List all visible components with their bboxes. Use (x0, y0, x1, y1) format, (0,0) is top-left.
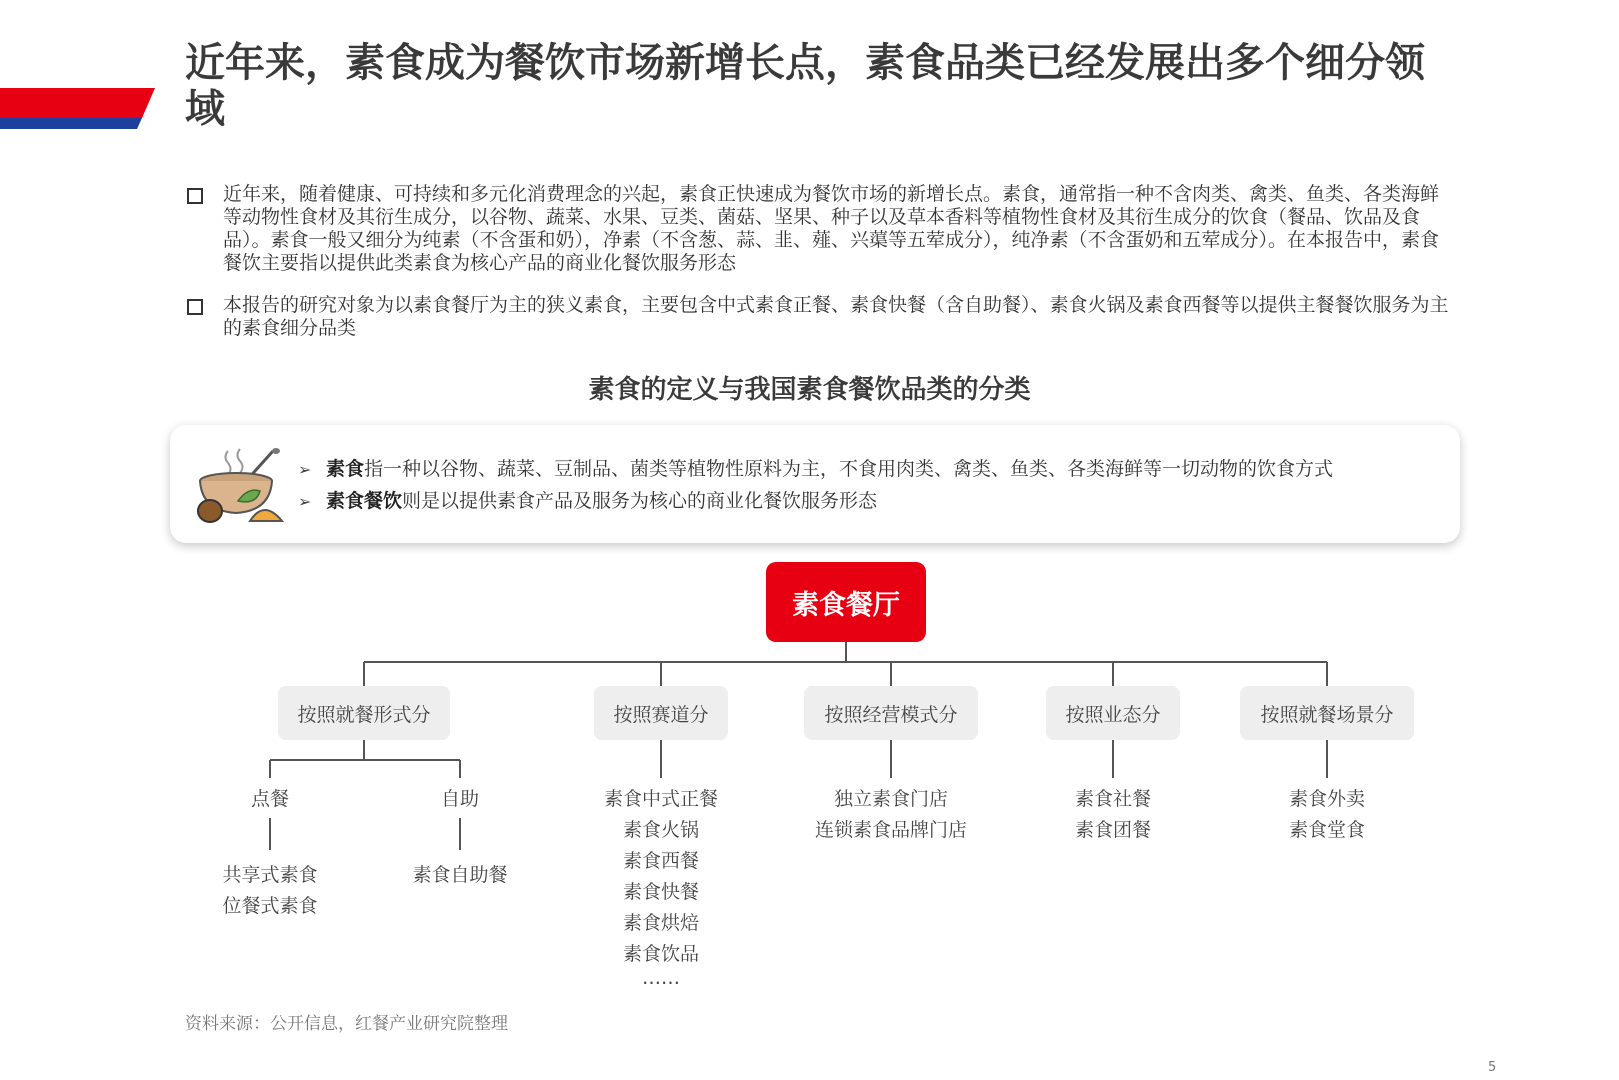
page-number: 5 (1488, 1060, 1497, 1075)
category-node-track: 按照赛道分 (594, 686, 728, 740)
leaf-item: 素食中式正餐 (603, 788, 719, 810)
leaf-item: 共享式素食 (222, 864, 318, 886)
leaf-item: 独立素食门店 (833, 788, 949, 810)
bullet-text: 近年来，随着健康、可持续和多元化消费理念的兴起，素食正快速成为餐饮市场的新增长点。素食，通常指一种不含肉类、禽类、鱼类、各类海鲜等动物性食材及其衍生成分，以谷物、蔬菜、水果、豆类、菌菇、坚果、种子以及草本香料等植物性食材及其衍生成分的饮食（餐品、饮品及食品）。素食一般又细分为纯素（不含蛋和奶），净素（不含葱、蒜、韭、薤、兴蕖等五荤成分），纯净素（不含蛋奶和五荤成分）。在本报告中，素食餐饮主要指以提供此类素食为核心产品的商业化餐饮服务形态 (223, 183, 1440, 274)
leaf-item: 位餐式素食 (222, 895, 318, 917)
definition-text: 指一种以谷物、蔬菜、豆制品、菌类等植物性原料为主，不食用肉类、禽类、鱼类、各类海鲜等一切动物的饮食方式 (364, 458, 1334, 480)
leaf-item: 素食饮品 (622, 943, 700, 965)
leaf-item: 素食烘焙 (622, 912, 700, 934)
category-node-format: 按照业态分 (1046, 686, 1180, 740)
category-node-scenario: 按照就餐场景分 (1240, 686, 1414, 740)
leaf-item: 素食外卖 (1288, 788, 1366, 810)
category-node-business-model: 按照经营模式分 (804, 686, 978, 740)
category-node-dining-format: 按照就餐形式分 (278, 686, 450, 740)
leaf-item-ellipsis: …… (642, 967, 680, 989)
source-note: 资料来源：公开信息，红餐产业研究院整理 (185, 1014, 508, 1034)
arrow-right-icon: ➢ (298, 460, 312, 479)
leaf-item: 素食火锅 (622, 819, 700, 841)
leaf-item: 素食快餐 (622, 881, 700, 903)
leaf-item: 素食团餐 (1074, 819, 1152, 841)
section-title: 素食的定义与我国素食餐饮品类的分类 (588, 375, 1031, 405)
arrow-right-icon: ➢ (298, 492, 312, 511)
leaf-item: 连锁素食品牌门店 (814, 819, 968, 841)
leaf-item: 素食西餐 (622, 850, 700, 872)
bullet-text: 本报告的研究对象为以素食餐厅为主的狭义素食，主要包含中式素食正餐、素食快餐（含自助餐）、素食火锅及素食西餐等以提供主餐餐饮服务为主的素食细分品类 (223, 294, 1449, 339)
definition-term: 素食餐饮 (326, 490, 403, 512)
tree-root-node: 素食餐厅 (766, 562, 926, 642)
leaf-item: 素食社餐 (1074, 788, 1152, 810)
definition-text: 则是以提供素食产品及服务为核心的商业化餐饮服务形态 (402, 490, 878, 512)
subgroup-label: 点餐 (250, 788, 290, 810)
leaf-item: 素食自助餐 (412, 864, 508, 886)
definition-term: 素食 (326, 458, 365, 480)
leaf-item: 素食堂食 (1288, 819, 1366, 841)
subgroup-label: 自助 (440, 788, 480, 810)
page-title: 近年来，素食成为餐饮市场新增长点，素食品类已经发展出多个细分领域 (185, 40, 1425, 132)
